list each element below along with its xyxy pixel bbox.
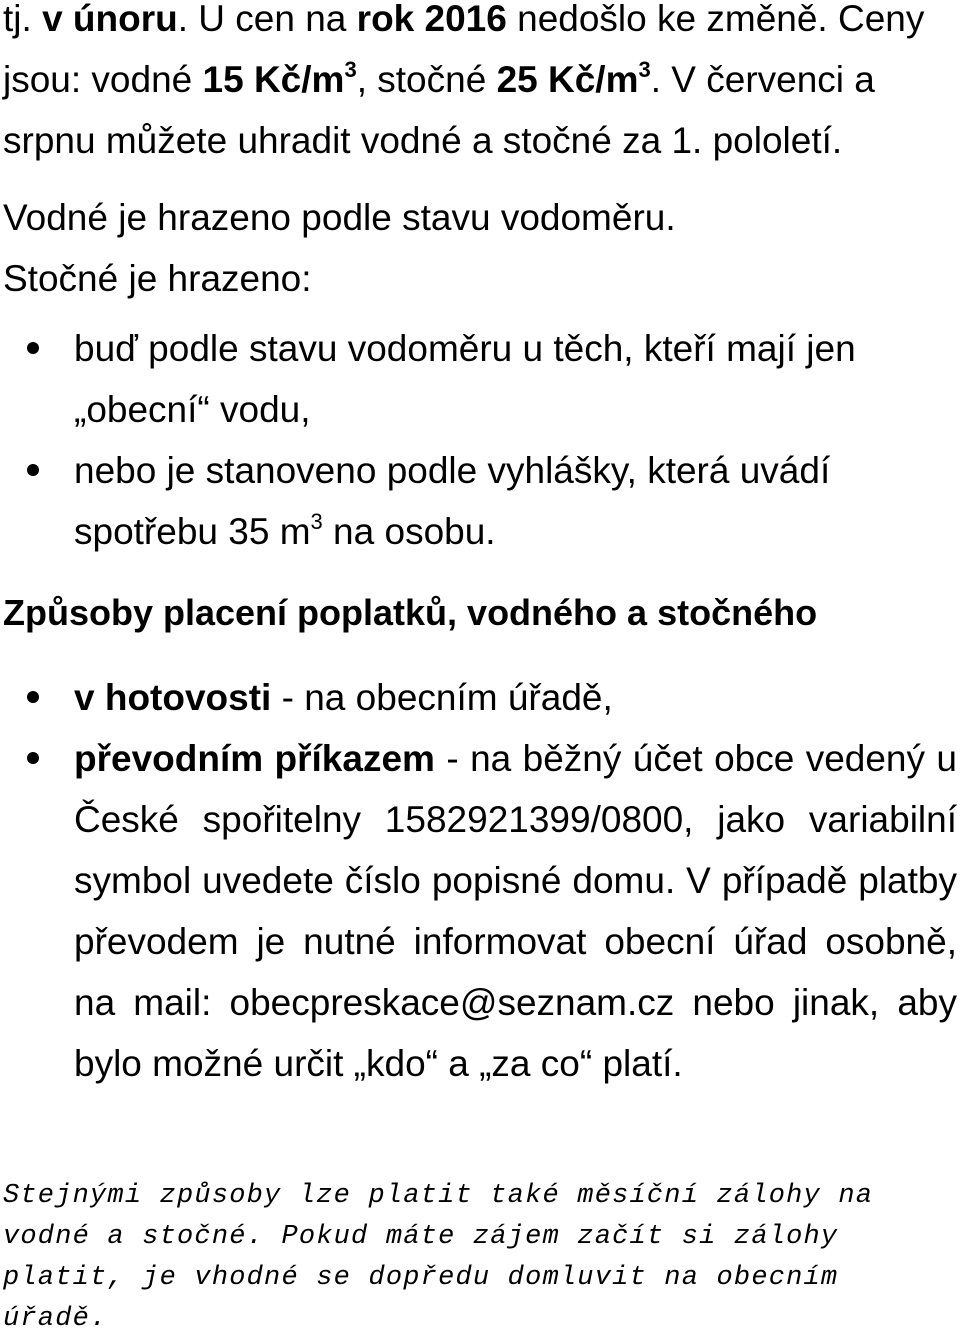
price-water: 15 Kč/m xyxy=(202,59,345,100)
list-item xyxy=(0,728,957,1094)
intro-text: . U cen na xyxy=(177,0,357,39)
payment-bullet-list xyxy=(0,667,960,1094)
unit-sup: 3 xyxy=(310,509,323,534)
intro-text: nedošlo ke změně. Ceny jsou: vodné xyxy=(3,0,925,100)
list-item-text: - na běžný účet obce vedený u České spořitelny 1582921399/0800, jako variabilní symbol uvedete číslo popisné domu. V případě platby převodem je nutné informovat obecní úřad osobně, na mail: obecpreskace@seznam.cz nebo jinak, aby bylo možné určit „kdo“ a „za co“ platí. xyxy=(74,738,957,1084)
price-water-unit-sup: 3 xyxy=(344,57,357,82)
note-paragraph: Stejnými způsoby lze platit také měsíční zálohy na vodné a stočné. Pokud máte zájem začít si zálohy platit, je vhodné se dopředu domluvit na obecním úřadě. xyxy=(3,1181,874,1334)
intro-text: , stočné xyxy=(356,59,497,100)
payment-cash-label: v hotovosti xyxy=(74,677,272,718)
list-item-text: na osobu. xyxy=(322,511,496,552)
intro-paragraph xyxy=(3,0,957,171)
list-item-text: - na obecním úřadě, xyxy=(271,677,613,718)
list-item xyxy=(0,318,874,440)
payment-transfer-label: převodním příkazem xyxy=(74,738,435,779)
price-sewer: 25 Kč/m xyxy=(496,59,639,100)
price-sewer-unit-sup: 3 xyxy=(638,57,651,82)
list-item-text: buď podle stavu vodoměru u těch, kteří mají jen „obecní“ vodu, xyxy=(74,328,856,430)
intro-year: rok 2016 xyxy=(356,0,507,39)
list-item xyxy=(0,667,957,728)
intro-month: v únoru xyxy=(42,0,178,39)
list-item-text: nebo je stanoveno podle vyhlášky, která uvádí spotřebu 35 m xyxy=(74,450,831,552)
bullet-icon xyxy=(27,342,39,354)
bullet-icon xyxy=(27,752,39,764)
bullet-icon xyxy=(27,691,39,703)
intro-text: . V červenci a srpnu můžete uhradit vodné a stočné za 1. pololetí. xyxy=(3,59,875,161)
sewer-paragraph: Vodné je hrazeno podle stavu vodoměru. Stočné je hrazeno: xyxy=(3,197,676,299)
sewer-bullet-list xyxy=(0,318,960,562)
payment-heading: Způsoby placení poplatků, vodného a stočného xyxy=(3,592,818,633)
list-item xyxy=(0,440,904,562)
bullet-icon xyxy=(27,464,39,476)
intro-text: tj. xyxy=(3,0,43,39)
